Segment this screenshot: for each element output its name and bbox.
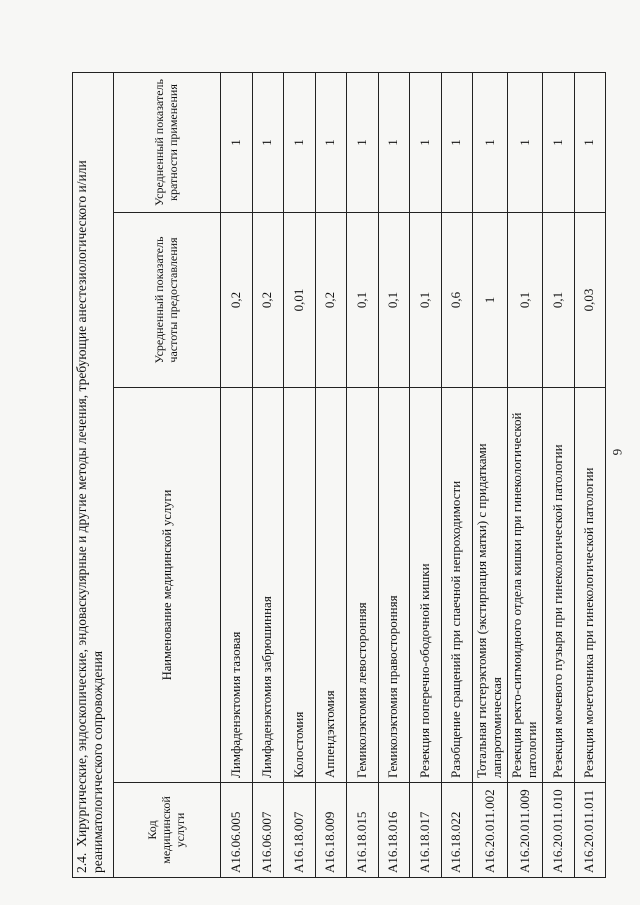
frequency-value: 0,6 xyxy=(441,213,473,388)
frequency-value: 0,03 xyxy=(574,213,606,388)
table-row xyxy=(315,72,347,877)
header-multiplicity: Усредненный показатель кратности применения xyxy=(114,72,221,212)
table-row xyxy=(221,72,253,877)
header-name: Наименование медицинской услуги xyxy=(114,388,221,783)
service-name: Лимфаденэктомия тазовая xyxy=(221,388,253,783)
service-name: Аппендэктомия xyxy=(315,388,347,783)
service-name: Резекция ректо-сигмоидного отдела кишки при гинекологической патологии xyxy=(508,388,543,783)
service-code: A16.20.011.009 xyxy=(508,783,543,878)
table-row xyxy=(574,72,606,877)
frequency-value: 1 xyxy=(473,213,508,388)
section-number: 2.4. xyxy=(74,852,89,873)
multiplicity-value: 1 xyxy=(574,72,606,212)
section-title: Хирургические, эндоскопические, эндоваскулярные и другие методы лечения, требующие анестезиологического и/или реаниматологического сопровождения xyxy=(74,160,105,873)
frequency-value: 0,1 xyxy=(410,213,442,388)
table-row xyxy=(441,72,473,877)
header-frequency: Усредненный показатель частоты предоставления xyxy=(114,213,221,388)
frequency-value: 0,01 xyxy=(284,213,316,388)
service-name: Гемиколэктомия правосторонняя xyxy=(378,388,410,783)
frequency-value: 0,1 xyxy=(543,213,575,388)
multiplicity-value: 1 xyxy=(410,72,442,212)
table-row xyxy=(473,72,508,877)
service-code: A16.18.016 xyxy=(378,783,410,878)
table-row xyxy=(508,72,543,877)
service-code: A16.18.009 xyxy=(315,783,347,878)
service-code: A16.18.022 xyxy=(441,783,473,878)
services-table xyxy=(72,72,606,878)
service-code: A16.20.011.010 xyxy=(543,783,575,878)
service-code: A16.18.017 xyxy=(410,783,442,878)
service-name: Разобщение сращений при спаечной непроходимости xyxy=(441,388,473,783)
table-row xyxy=(347,72,379,877)
table-row xyxy=(543,72,575,877)
table-header-row xyxy=(114,72,221,877)
table-row xyxy=(252,72,284,877)
frequency-value: 0,1 xyxy=(378,213,410,388)
multiplicity-value: 1 xyxy=(441,72,473,212)
frequency-value: 0,2 xyxy=(252,213,284,388)
table-row xyxy=(410,72,442,877)
multiplicity-value: 1 xyxy=(473,72,508,212)
multiplicity-value: 1 xyxy=(284,72,316,212)
multiplicity-value: 1 xyxy=(347,72,379,212)
service-code: A16.20.011.011 xyxy=(574,783,606,878)
service-code: A16.06.007 xyxy=(252,783,284,878)
service-code: A16.18.015 xyxy=(347,783,379,878)
service-name: Гемиколэктомия левосторонняя xyxy=(347,388,379,783)
service-name: Резекция мочевого пузыря при гинекологической патологии xyxy=(543,388,575,783)
service-code: A16.20.011.002 xyxy=(473,783,508,878)
table-row xyxy=(284,72,316,877)
service-name: Лимфаденэктомия забрюшинная xyxy=(252,388,284,783)
page-number: 6 xyxy=(610,448,625,456)
table-row xyxy=(378,72,410,877)
section-heading xyxy=(73,72,114,877)
multiplicity-value: 1 xyxy=(221,72,253,212)
frequency-value: 0,1 xyxy=(347,213,379,388)
service-name: Колостомия xyxy=(284,388,316,783)
rotated-table-area xyxy=(72,73,597,878)
service-name: Резекция поперечно-ободочной кишки xyxy=(410,388,442,783)
service-name: Резекция мочеточника при гинекологической патологии xyxy=(574,388,606,783)
multiplicity-value: 1 xyxy=(378,72,410,212)
frequency-value: 0,1 xyxy=(508,213,543,388)
multiplicity-value: 1 xyxy=(315,72,347,212)
multiplicity-value: 1 xyxy=(252,72,284,212)
frequency-value: 0,2 xyxy=(221,213,253,388)
header-code: Код медицинской услуги xyxy=(114,783,221,878)
service-code: A16.18.007 xyxy=(284,783,316,878)
section-heading-row xyxy=(73,72,114,877)
multiplicity-value: 1 xyxy=(543,72,575,212)
multiplicity-value: 1 xyxy=(508,72,543,212)
service-name: Тотальная гистерэктомия (экстирпация матки) с придатками лапаротомическая xyxy=(473,388,508,783)
frequency-value: 0,2 xyxy=(315,213,347,388)
service-code: A16.06.005 xyxy=(221,783,253,878)
